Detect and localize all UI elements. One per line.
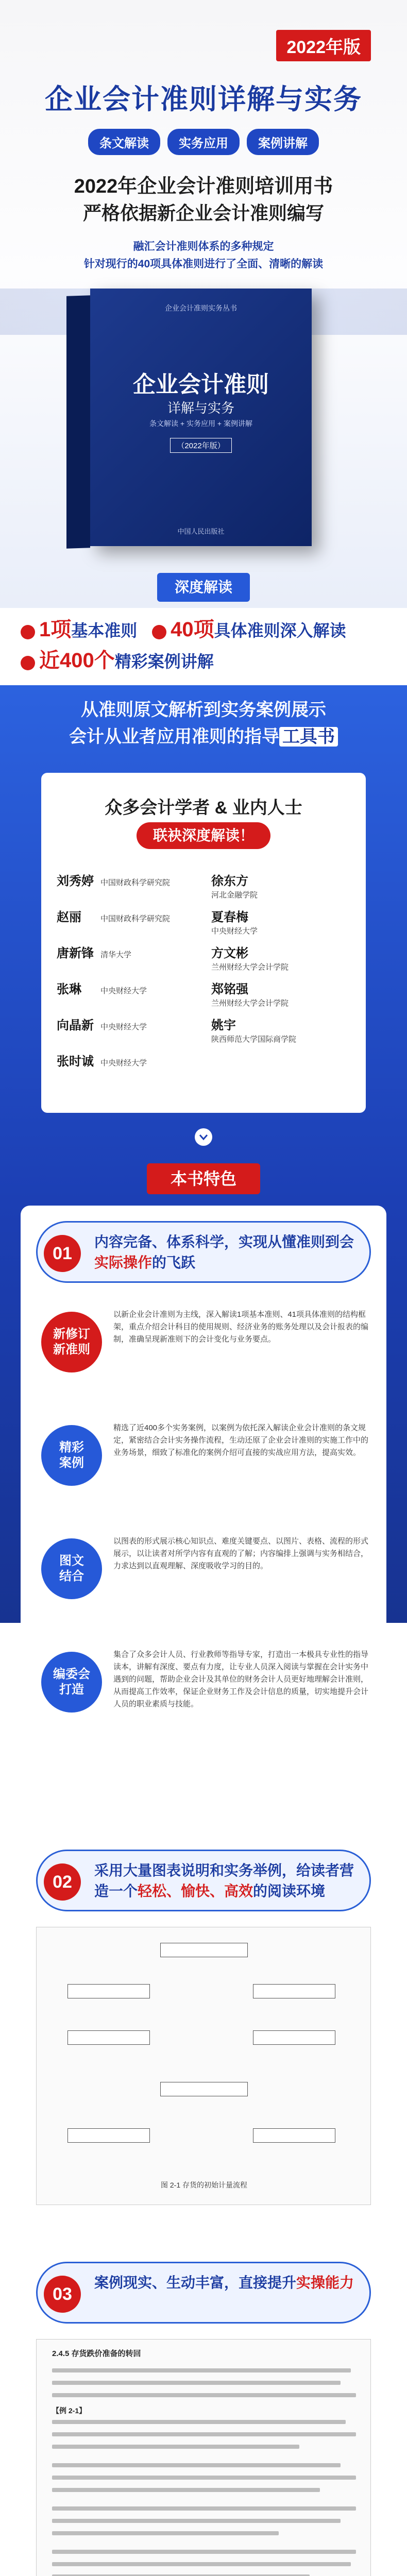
tag-practice: 实务应用: [167, 129, 240, 155]
banner-highlight: 工具书: [279, 727, 338, 747]
bullet-icon: [21, 656, 35, 670]
text-line: [52, 2432, 356, 2436]
expert-row: [57, 1051, 355, 1075]
book-cover: [90, 289, 312, 546]
book-series: 企业会计准则实务丛书: [165, 304, 237, 312]
book-title: 企业会计准则: [133, 372, 269, 397]
sub-feature-label: 图文 结合: [41, 1538, 102, 1599]
intro-text: 具体准则深入解读: [214, 621, 346, 640]
text-line: [52, 2562, 351, 2566]
feature-text-pre: 采用大量图表说明和实务举例，给读者营造一个: [94, 1862, 354, 1899]
flowchart-sample: [36, 1927, 371, 2205]
sub-feature-desc: 集合了众多会计人员、行业教师等指导专家，打造出一本极具专业性的指导读本，讲解有深度、要点有力度，让专业人员深入阅读与掌握在会计实务中遇到的问题，帮助企业会计及其单位的财务会计人员更好地理解会计准则，从而提高工作效率，保证企业财务工作及会计信息的质量，切实地提升会计人员的职业素质与技能。: [113, 1650, 369, 1708]
experts-pill: 联袂深度解读！: [137, 822, 270, 849]
tag-interpretation: 条文解读: [88, 129, 160, 155]
sub-feature-desc: 以图表的形式展示核心知识点、难度关键要点、以图片、表格、流程的形式展示，以让读者对所学内容有直观的了解；内容编排上强调与实务相结合，力求达到以直观理解、深度吸收学习的目的。: [113, 1537, 369, 1570]
feature-head-2: [36, 1850, 371, 1911]
hero-note-1: 融汇会计准则体系的多种规定: [133, 241, 274, 252]
chevron-down-icon: [195, 1128, 212, 1146]
text-line: [52, 2550, 356, 2554]
feature-number: 02: [44, 1863, 81, 1901]
flow-box: [253, 2030, 335, 2045]
expert-org: 中央财经大学: [100, 987, 147, 995]
expert-name: 张琳: [57, 982, 81, 996]
hero-subtitle-2: 严格依据新企业会计准则编写: [82, 202, 324, 224]
text-line: [52, 2381, 341, 2385]
sub-feature: [41, 1535, 371, 1602]
expert-org: 中央财经大学: [211, 927, 258, 936]
expert-org: 清华大学: [100, 951, 132, 959]
case-example: 【例 2-1】: [52, 2406, 87, 2415]
sub-feature-label: 精彩 案例: [41, 1425, 102, 1486]
experts-card: [41, 773, 366, 1113]
intro-line-2: [21, 644, 214, 673]
expert-org: 中央财经大学: [100, 1023, 147, 1031]
feature-text: [94, 1232, 362, 1273]
sub-feature: [41, 1649, 371, 1716]
feature-text-pre: 案例现实、生动丰富，直接提升: [94, 2275, 297, 2291]
feature-number: 01: [44, 1235, 81, 1272]
text-line: [52, 2506, 356, 2511]
feature-card-2: [21, 1834, 386, 2226]
hero-tags: [0, 129, 407, 155]
feature-text-pre: 内容完备、体系科学，实现从懂准则到会: [94, 1234, 354, 1250]
figure-caption: 图 2-1 存货的初始计量流程: [160, 2181, 247, 2189]
banner-line-1: 从准则原文解析到实务案例展示: [81, 700, 326, 720]
intro-badge: 深度解读: [157, 573, 250, 602]
expert-name: 郑铭强: [211, 982, 248, 996]
feature-text: [94, 2273, 362, 2293]
expert-org: 中央财经大学: [100, 1059, 147, 1067]
experts-title: 众多会计学者 & 业内人士: [105, 798, 302, 818]
flow-box: [160, 2082, 248, 2096]
expert-name: 方文彬: [211, 946, 248, 960]
expert-row: [57, 871, 355, 900]
text-line: [52, 2463, 341, 2467]
expert-row: [57, 1015, 355, 1044]
expert-row: [57, 907, 355, 936]
bullet-icon: [21, 625, 35, 639]
feature-text-red: 实际操作: [94, 1255, 152, 1270]
expert-org: 兰州财经大学会计学院: [211, 963, 289, 972]
text-line: [52, 2393, 356, 2397]
hero-subtitle-1: 2022年企业会计准则培训用书: [74, 176, 333, 197]
intro-num: 1项: [39, 618, 72, 641]
intro-text: 基本准则: [71, 621, 138, 640]
flow-box: [67, 2128, 150, 2143]
text-line: [52, 2476, 356, 2480]
expert-name: 赵丽: [57, 910, 81, 924]
book-subtitle-2: 条文解读 + 实务应用 + 案例讲解: [149, 419, 252, 428]
feature-text-post: 的阅读环境: [253, 1883, 326, 1899]
text-line: [52, 2420, 346, 2424]
text-line: [52, 2488, 320, 2492]
feature-number: 03: [44, 2276, 81, 2313]
feature-card-1: [21, 1206, 386, 1814]
expert-name: 唐新锋: [57, 946, 94, 960]
feature-head-1: [36, 1221, 371, 1283]
intro-num: 近400个: [39, 649, 115, 672]
expert-row: [57, 943, 355, 972]
edition-badge: 2022年版: [276, 30, 371, 61]
expert-name: 张时诚: [57, 1055, 94, 1069]
expert-row: [57, 979, 355, 1008]
intro-num: 40项: [171, 618, 214, 641]
sub-feature: [41, 1422, 371, 1489]
features-badge: 本书特色: [147, 1163, 260, 1194]
book-edition: （2022年版）: [170, 438, 232, 453]
flow-box: [253, 1984, 335, 1998]
book-publisher: 中国人民出版社: [177, 528, 225, 535]
text-line: [52, 2519, 341, 2523]
hero-note-2: 针对现行的40项具体准则进行了全面、清晰的解读: [83, 258, 324, 270]
feature-text: [94, 1860, 362, 1902]
text-line: [52, 2445, 299, 2449]
sub-feature: [41, 1309, 371, 1376]
feature-head-3: [36, 2262, 371, 2324]
expert-org: 中国财政科学研究院: [100, 914, 171, 923]
expert-org: 陕西师范大学国际商学院: [211, 1035, 297, 1044]
expert-org: 中国财政科学研究院: [100, 878, 171, 887]
expert-name: 姚宇: [211, 1019, 236, 1032]
hero-section: [0, 0, 407, 608]
text-line: [52, 2368, 351, 2372]
sub-feature-desc: 以新企业会计准则为主线，深入解读1项基本准则、41项具体准则的结构框架，重点介绍会计科目的使用规则、经济业务的账务处理以及会计报表的编制，准确呈现新准则下的会计变化与业务要点。: [113, 1310, 369, 1344]
feature-text-post: 的飞跃: [152, 1255, 196, 1270]
bullet-icon: [152, 625, 166, 639]
flow-box: [160, 1943, 248, 1957]
case-heading: 2.4.5 存货跌价准备的转回: [52, 2349, 141, 2358]
flow-box: [67, 1984, 150, 1998]
hero-title: 企业会计准则详解与实务: [45, 84, 362, 115]
text-line: [52, 2531, 279, 2535]
feature-text-red: 轻松、愉快、高效: [138, 1883, 253, 1899]
expert-name: 向晶新: [57, 1019, 94, 1032]
expert-name: 刘秀婷: [57, 874, 94, 888]
sub-feature-desc: 精选了近400多个实务案例，以案例为依托深入解读企业会计准则的条文规定，紧密结合会计实务操作流程，生动还原了企业会计准则的实施工作中的业务场景，细致了标准化的案例介绍可直接的实战应用方法，提高实效。: [113, 1423, 369, 1457]
sub-feature-label: 新修订 新准则: [41, 1312, 102, 1372]
expert-org: 兰州财经大学会计学院: [211, 999, 289, 1008]
intro-text: 精彩案例讲解: [114, 652, 214, 671]
expert-name: 夏春梅: [211, 910, 248, 924]
flow-box: [253, 2128, 335, 2143]
book-spine: [66, 295, 90, 549]
expert-org: 河北金融学院: [211, 891, 258, 900]
banner-line-2: [0, 722, 407, 748]
feature-card-3: [21, 2246, 386, 2576]
book-subtitle: 详解与实务: [167, 400, 234, 416]
intro-line-1: [21, 613, 346, 642]
tag-cases: 案例讲解: [247, 129, 319, 155]
flow-box: [67, 2030, 150, 2045]
expert-name: 徐东方: [211, 874, 248, 888]
sub-feature-label: 编委会 打造: [41, 1652, 102, 1713]
banner-text: 会计从业者应用准则的指导: [69, 727, 279, 747]
feature-text-red: 实操能力: [296, 2275, 354, 2291]
case-sample: [36, 2339, 371, 2576]
